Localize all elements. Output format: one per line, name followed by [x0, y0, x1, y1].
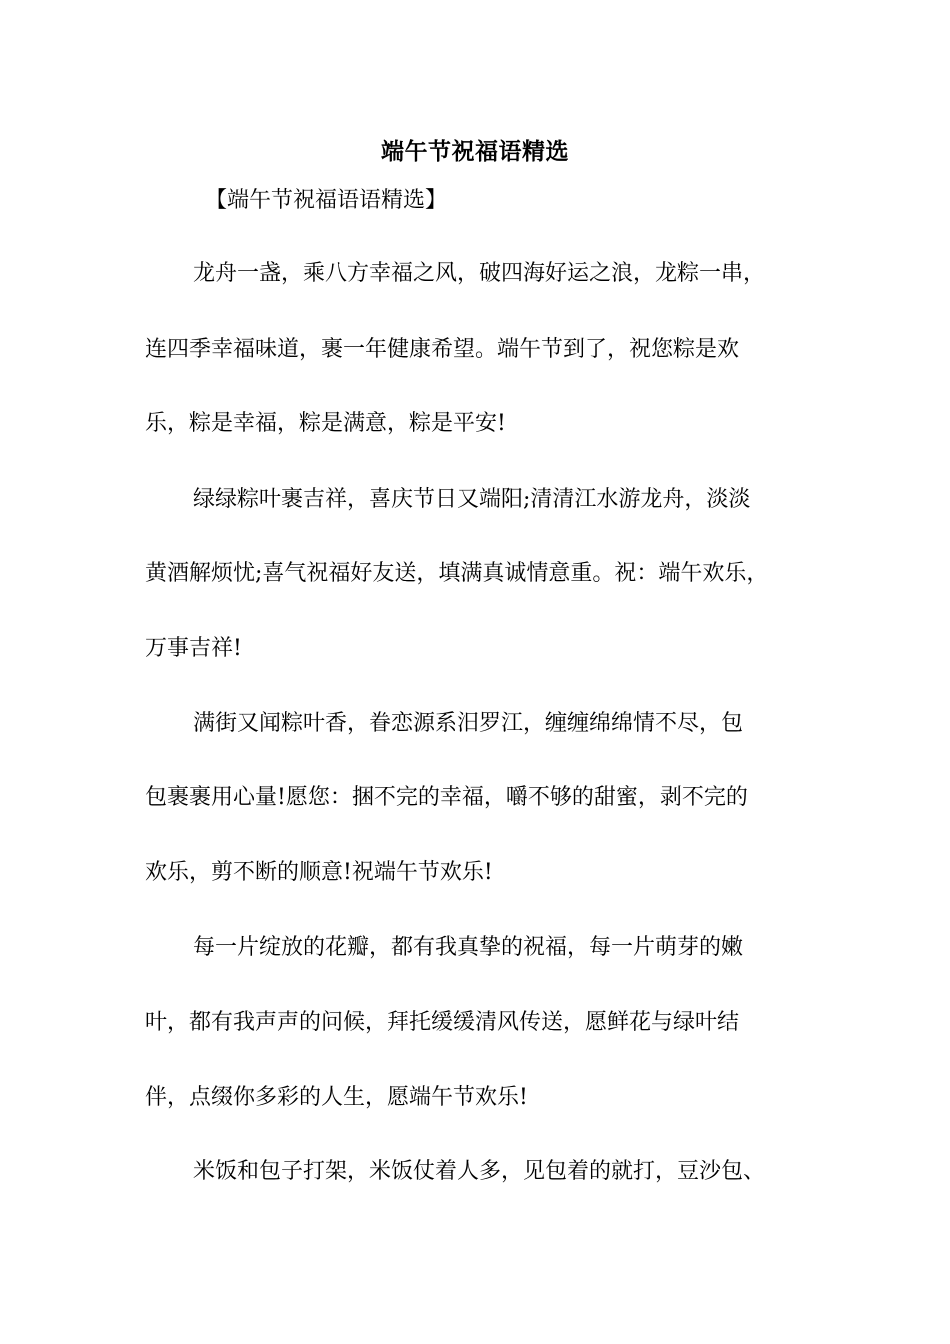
paragraph-4-line-2: 叶，都有我声声的问候，拜托缓缓清风传送，愿鲜花与绿叶结: [145, 1010, 740, 1035]
paragraph-4-line-1: 每一片绽放的花瓣，都有我真挚的祝福，每一片萌芽的嫩: [193, 935, 744, 960]
paragraph-5-line-1: 米饭和包子打架，米饭仗着人多，见包着的就打，豆沙包、: [193, 1159, 766, 1184]
paragraph-1-line-2: 连四季幸福味道，裹一年健康希望。端午节到了，祝您粽是欢: [145, 337, 740, 362]
paragraph-1-line-1: 龙舟一盏，乘八方幸福之风，破四海好运之浪，龙粽一串，: [193, 261, 766, 286]
paragraph-3-line-3: 欢乐，剪不断的顺意!祝端午节欢乐!: [145, 860, 493, 885]
paragraph-1-line-3: 乐，粽是幸福，粽是满意，粽是平安!: [145, 411, 506, 436]
paragraph-4-line-3: 伴，点缀你多彩的人生，愿端午节欢乐!: [145, 1085, 528, 1110]
document-subtitle: 【端午节祝福语语精选】: [205, 188, 448, 213]
paragraph-2-line-2: 黄酒解烦忧;喜气祝福好友送，填满真诚情意重。祝：端午欢乐，: [145, 561, 769, 586]
document-title: 端午节祝福语精选: [381, 138, 569, 165]
paragraph-3-line-1: 满街又闻粽叶香，眷恋源系汨罗江，缠缠绵绵情不尽，包: [193, 711, 744, 736]
paragraph-2-line-1: 绿绿粽叶裹吉祥，喜庆节日又端阳;清清江水游龙舟，淡淡: [193, 487, 751, 512]
paragraph-2-line-3: 万事吉祥!: [145, 636, 242, 661]
paragraph-3-line-2: 包裹裹用心量!愿您：捆不完的幸福，嚼不够的甜蜜，剥不完的: [145, 785, 748, 810]
